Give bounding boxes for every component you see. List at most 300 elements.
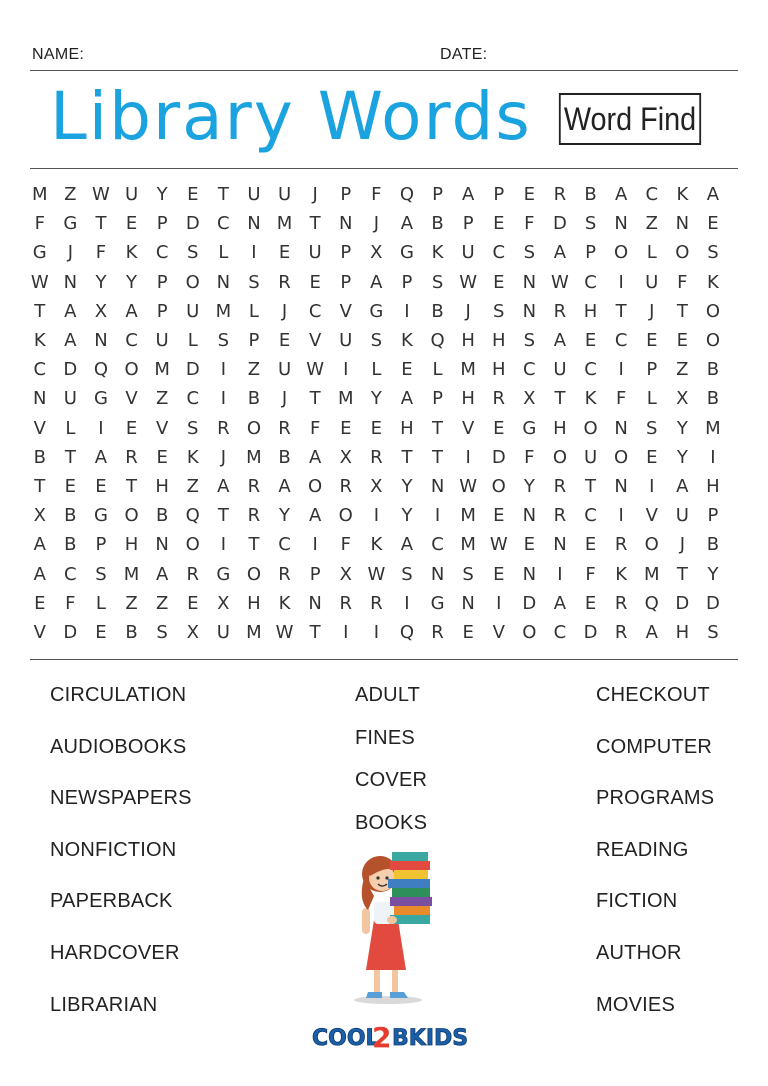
grid-letter: M — [154, 359, 171, 381]
grid-letter: R — [553, 300, 567, 322]
grid-letter: X — [370, 242, 384, 264]
grid-letter: N — [308, 592, 323, 614]
grid-letter: U — [675, 505, 690, 527]
grid-letter: U — [216, 622, 231, 643]
grid-letter: S — [187, 417, 199, 439]
grid-letter: O — [185, 271, 201, 293]
grid-letter: N — [461, 592, 476, 614]
grid-letter: S — [707, 242, 720, 264]
grid-letter: O — [614, 242, 629, 264]
word-item: ADULT — [355, 684, 421, 706]
grid-letter: K — [370, 534, 383, 556]
grid-letter: P — [340, 271, 352, 293]
grid-letter: V — [33, 417, 47, 439]
grid-letter: O — [124, 505, 140, 527]
logo-text-c: BKIDS — [392, 1026, 469, 1051]
grid-letter: E — [523, 184, 536, 205]
grid-letter: E — [493, 271, 505, 293]
grid-letter: R — [186, 563, 200, 585]
grid-letter: H — [675, 622, 690, 643]
date-label: DATE: — [440, 46, 488, 63]
grid-letter: A — [676, 476, 689, 497]
grid-letter: T — [676, 300, 689, 322]
grid-letter: F — [585, 563, 597, 585]
grid-letter: I — [343, 359, 349, 381]
grid-letter: A — [553, 592, 567, 614]
grid-letter: T — [64, 446, 77, 468]
grid-letter: Y — [401, 505, 413, 527]
grid-letter: R — [492, 388, 506, 410]
grid-letter: N — [216, 271, 231, 293]
grid-letter: P — [462, 213, 475, 235]
grid-letter: A — [308, 505, 322, 527]
grid-letter: L — [646, 242, 658, 264]
grid-letter: Y — [676, 446, 689, 468]
grid-letter: R — [553, 476, 567, 497]
grid-letter: M — [215, 300, 232, 322]
grid-letter: Z — [645, 213, 659, 235]
grid-letter: H — [491, 359, 507, 381]
grid-letter: Z — [125, 592, 139, 614]
grid-letter: I — [98, 417, 105, 439]
grid-letter: S — [217, 330, 230, 351]
grid-letter: R — [278, 563, 292, 585]
grid-letter: A — [553, 330, 567, 351]
grid-letter: F — [340, 534, 352, 556]
grid-letter: Y — [156, 184, 169, 205]
grid-letter: N — [94, 330, 109, 351]
grid-letter: E — [584, 330, 597, 351]
grid-letter: A — [217, 476, 230, 497]
grid-letter: H — [155, 476, 170, 497]
grid-letter: L — [95, 592, 107, 614]
grid-letter: C — [33, 359, 47, 381]
grid-letter: E — [125, 417, 138, 439]
grid-letter: P — [340, 184, 352, 205]
grid-letter: I — [649, 476, 655, 497]
grid-letter: K — [278, 592, 291, 614]
grid-letter: C — [492, 242, 506, 264]
grid-letter: A — [461, 184, 475, 205]
grid-letter: E — [493, 505, 505, 527]
grid-letter: O — [246, 563, 262, 585]
grid-letter: H — [583, 300, 598, 322]
grid-letter: O — [124, 359, 140, 381]
grid-letter: G — [93, 505, 109, 527]
grid-letter: O — [583, 417, 599, 439]
grid-letter: V — [308, 330, 322, 351]
grid-letter: C — [217, 213, 231, 235]
grid-letter: H — [706, 476, 721, 497]
grid-letter: Z — [676, 359, 690, 381]
grid-letter: A — [94, 446, 108, 468]
grid-letter: G — [93, 388, 109, 410]
grid-letter: E — [95, 622, 108, 643]
word-item: FINES — [355, 726, 415, 749]
grid-letter: Y — [126, 271, 138, 293]
grid-letter: M — [460, 359, 477, 381]
grid-letter: J — [679, 534, 686, 556]
grid-letter: A — [400, 534, 414, 556]
grid-letter: T — [676, 563, 689, 585]
grid-letter: E — [370, 417, 383, 439]
word-item: AUDIOBOOKS — [50, 735, 187, 758]
word-item: NEWSPAPERS — [50, 787, 192, 810]
grid-letter: P — [156, 300, 169, 322]
grid-letter: F — [371, 184, 383, 205]
name-label: NAME: — [32, 46, 85, 63]
grid-letter: Z — [64, 184, 78, 205]
grid-letter: T — [554, 388, 566, 410]
grid-letter: C — [614, 330, 628, 351]
grid-letter: C — [278, 534, 292, 556]
grid-letter: T — [248, 534, 260, 556]
grid-letter: W — [306, 359, 325, 381]
grid-letter: E — [523, 534, 536, 556]
grid-letter: B — [155, 505, 169, 527]
grid-letter: I — [496, 592, 502, 614]
grid-letter: I — [434, 505, 441, 527]
grid-letter: S — [523, 242, 536, 264]
grid-letter: S — [462, 563, 475, 585]
word-item: CHECKOUT — [596, 684, 710, 706]
grid-letter: N — [522, 271, 537, 293]
grid-letter: F — [677, 271, 689, 293]
word-item: BOOKS — [355, 812, 428, 835]
grid-letter: F — [524, 446, 536, 468]
grid-letter: I — [373, 622, 380, 643]
grid-letter: E — [493, 417, 505, 439]
grid-letter: I — [404, 300, 411, 322]
grid-letter: T — [34, 300, 46, 322]
grid-letter: J — [281, 300, 288, 322]
grid-letter: V — [339, 300, 353, 322]
grid-letter: P — [340, 242, 352, 264]
grid-letter: Y — [707, 563, 719, 585]
grid-letter: M — [246, 622, 263, 643]
grid-letter: E — [401, 359, 414, 381]
grid-letter: K — [676, 184, 689, 205]
grid-letter: R — [614, 534, 628, 556]
grid-letter: N — [522, 563, 537, 585]
grid-letter: C — [308, 300, 322, 322]
grid-letter: D — [63, 359, 78, 381]
grid-letter: O — [705, 330, 721, 351]
grid-letter: L — [187, 330, 199, 351]
word-item: MOVIES — [596, 993, 675, 1016]
grid-letter: L — [65, 417, 76, 439]
grid-letter: O — [246, 417, 262, 439]
grid-letter: V — [492, 622, 506, 643]
grid-letter: W — [551, 271, 570, 293]
grid-letter: S — [707, 622, 720, 643]
grid-letter: X — [339, 563, 353, 585]
cool2bkids-logo — [310, 1015, 470, 1057]
grid-letter: N — [339, 213, 353, 235]
word-item: FICTION — [596, 890, 678, 913]
grid-letter: W — [275, 622, 294, 643]
grid-letter: P — [432, 184, 444, 205]
grid-letter: R — [614, 622, 628, 643]
grid-letter: E — [278, 330, 291, 351]
grid-letter: N — [63, 271, 78, 293]
grid-letter: O — [675, 242, 690, 264]
grid-letter: W — [459, 271, 478, 293]
grid-letter: R — [370, 592, 384, 614]
grid-letter: B — [584, 184, 598, 205]
grid-letter: S — [646, 417, 658, 439]
grid-letter: A — [553, 242, 567, 264]
grid-letter: A — [308, 446, 322, 468]
grid-letter: F — [615, 388, 627, 410]
grid-letter: E — [34, 592, 46, 614]
grid-letter: X — [186, 622, 200, 643]
header-divider — [30, 70, 738, 71]
grid-letter: T — [309, 622, 322, 643]
grid-divider — [30, 659, 738, 660]
girl-carrying-books-illustration — [340, 850, 450, 1010]
grid-letter: S — [493, 300, 505, 322]
grid-letter: E — [584, 592, 597, 614]
grid-letter: O — [522, 622, 537, 643]
grid-letter: E — [187, 592, 199, 614]
grid-letter: R — [614, 592, 628, 614]
grid-letter: O — [552, 446, 568, 468]
grid-letter: U — [247, 184, 262, 205]
grid-letter: D — [706, 592, 721, 614]
word-find-badge: Word Find — [559, 93, 701, 145]
grid-letter: Q — [399, 184, 415, 205]
grid-letter: H — [491, 330, 507, 351]
grid-letter: T — [401, 446, 413, 468]
grid-letter: K — [401, 330, 414, 351]
grid-letter: R — [339, 592, 353, 614]
grid-letter: A — [370, 271, 383, 293]
grid-letter: H — [247, 592, 262, 614]
grid-letter: A — [645, 622, 659, 643]
grid-letter: L — [248, 300, 260, 322]
grid-letter: C — [186, 388, 200, 410]
grid-letter: U — [339, 330, 353, 351]
word-item: LIBRARIAN — [50, 993, 158, 1016]
grid-letter: Y — [370, 388, 383, 410]
grid-letter: F — [309, 417, 321, 439]
grid-letter: U — [277, 359, 292, 381]
grid-letter: I — [710, 446, 717, 468]
grid-letter: M — [337, 388, 355, 410]
grid-letter: K — [186, 446, 200, 468]
grid-letter: A — [400, 213, 414, 235]
grid-letter: D — [185, 359, 201, 381]
grid-letter: V — [33, 622, 47, 643]
grid-letter: P — [707, 505, 719, 527]
grid-letter: L — [646, 388, 658, 410]
grid-letter: X — [217, 592, 231, 614]
grid-letter: J — [465, 300, 472, 322]
grid-letter: N — [430, 476, 445, 497]
grid-letter: A — [64, 330, 77, 351]
grid-letter: E — [462, 622, 475, 643]
grid-letter: I — [312, 534, 319, 556]
grid-letter: K — [615, 563, 628, 585]
grid-letter: N — [553, 534, 568, 556]
grid-letter: X — [33, 505, 47, 527]
grid-letter: E — [676, 330, 689, 351]
grid-letter: O — [614, 446, 629, 468]
grid-letter: L — [371, 359, 382, 381]
grid-letter: O — [338, 505, 354, 527]
grid-letter: B — [33, 446, 47, 468]
grid-letter: F — [34, 213, 46, 235]
grid-letter: S — [156, 622, 169, 643]
grid-letter: A — [33, 534, 47, 556]
grid-letter: E — [707, 213, 720, 235]
grid-letter: S — [187, 242, 199, 264]
grid-letter: B — [431, 213, 445, 235]
grid-letter: S — [401, 563, 414, 585]
grid-letter: E — [493, 213, 505, 235]
grid-letter: J — [220, 446, 227, 468]
grid-letter: P — [95, 534, 107, 556]
grid-letter: U — [461, 242, 476, 264]
grid-letter: E — [125, 213, 138, 235]
grid-letter: F — [65, 592, 77, 614]
grid-letter: L — [218, 242, 229, 264]
grid-letter: N — [155, 534, 170, 556]
grid-letter: I — [343, 622, 349, 643]
grid-letter: D — [63, 622, 78, 643]
grid-letter: M — [460, 534, 477, 556]
grid-letter: C — [64, 563, 78, 585]
grid-letter: M — [705, 417, 722, 439]
grid-letter: R — [553, 184, 567, 205]
grid-letter: M — [643, 563, 661, 585]
grid-letter: Z — [247, 359, 261, 381]
grid-letter: W — [367, 563, 386, 585]
header-row — [30, 46, 738, 70]
grid-letter: W — [489, 534, 509, 556]
grid-letter: B — [64, 505, 78, 527]
grid-letter: P — [401, 271, 413, 293]
grid-letter: A — [278, 476, 292, 497]
grid-letter: H — [461, 388, 476, 410]
grid-letter: R — [339, 476, 353, 497]
grid-letter: F — [524, 213, 536, 235]
word-item: PAPERBACK — [50, 890, 173, 913]
grid-letter: S — [248, 271, 261, 293]
grid-letter: G — [430, 592, 446, 614]
grid-letter: R — [278, 271, 292, 293]
word-item: READING — [596, 838, 689, 861]
grid-letter: Q — [399, 622, 415, 643]
grid-letter: I — [220, 534, 227, 556]
grid-letter: C — [553, 622, 567, 643]
grid-letter: U — [277, 184, 292, 205]
grid-letter: F — [95, 242, 107, 264]
grid-letter: L — [432, 359, 444, 381]
grid-letter: E — [493, 563, 505, 585]
grid-letter: O — [308, 476, 323, 497]
grid-letter: C — [645, 184, 659, 205]
grid-letter: Y — [401, 476, 413, 497]
grid-letter: J — [312, 184, 319, 205]
grid-letter: Q — [644, 592, 660, 614]
grid-letter: I — [557, 563, 564, 585]
grid-letter: J — [649, 300, 655, 322]
grid-letter: H — [124, 534, 139, 556]
grid-letter: U — [63, 388, 78, 410]
grid-letter: B — [706, 388, 720, 410]
grid-letter: B — [706, 359, 720, 381]
word-item: PROGRAMS — [596, 787, 715, 810]
grid-letter: S — [431, 271, 444, 293]
grid-letter: A — [706, 184, 720, 205]
logo-text-a: COOL — [312, 1026, 380, 1051]
grid-letter: N — [614, 476, 629, 497]
grid-letter: X — [523, 388, 537, 410]
grid-letter: E — [156, 446, 169, 468]
grid-letter: O — [185, 534, 201, 556]
grid-letter: V — [125, 388, 139, 410]
grid-letter: I — [373, 505, 380, 527]
page-title: Library Words — [50, 78, 532, 155]
grid-letter: X — [370, 476, 384, 497]
grid-letter: G — [399, 242, 415, 264]
grid-letter: E — [64, 476, 77, 497]
grid-letter: E — [278, 242, 291, 264]
word-item: COVER — [355, 769, 428, 792]
grid-letter: O — [705, 300, 721, 322]
grid-letter: P — [493, 184, 505, 205]
grid-letter: Y — [523, 476, 536, 497]
grid-letter: Y — [279, 505, 291, 527]
grid-letter: R — [370, 446, 384, 468]
grid-letter: X — [676, 388, 690, 410]
grid-letter: D — [522, 592, 537, 614]
grid-letter: S — [370, 330, 383, 351]
grid-letter: V — [461, 417, 475, 439]
grid-letter: R — [431, 622, 445, 643]
grid-letter: G — [369, 300, 384, 322]
grid-letter: I — [251, 242, 258, 264]
grid-letter: M — [123, 563, 140, 585]
grid-letter: V — [155, 417, 169, 439]
grid-letter: K — [431, 242, 444, 264]
grid-letter: M — [276, 213, 293, 235]
grid-letter: K — [707, 271, 720, 293]
grid-letter: E — [646, 330, 658, 351]
grid-letter: T — [585, 476, 597, 497]
grid-letter: B — [247, 388, 261, 410]
grid-letter: K — [33, 330, 47, 351]
word-item: HARDCOVER — [50, 942, 180, 964]
grid-letter: C — [584, 505, 598, 527]
grid-letter: I — [220, 359, 227, 381]
grid-letter: R — [247, 505, 261, 527]
grid-letter: G — [32, 242, 48, 264]
grid-letter: V — [645, 505, 659, 527]
grid-letter: E — [584, 534, 597, 556]
grid-letter: P — [156, 213, 169, 235]
grid-letter: S — [584, 213, 597, 235]
grid-letter: Z — [155, 388, 169, 410]
grid-letter: U — [155, 330, 170, 351]
grid-letter: I — [618, 271, 625, 293]
grid-letter: G — [63, 213, 78, 235]
grid-letter: C — [125, 330, 139, 351]
grid-letter: I — [220, 388, 227, 410]
word-item: CIRCULATION — [50, 684, 187, 706]
